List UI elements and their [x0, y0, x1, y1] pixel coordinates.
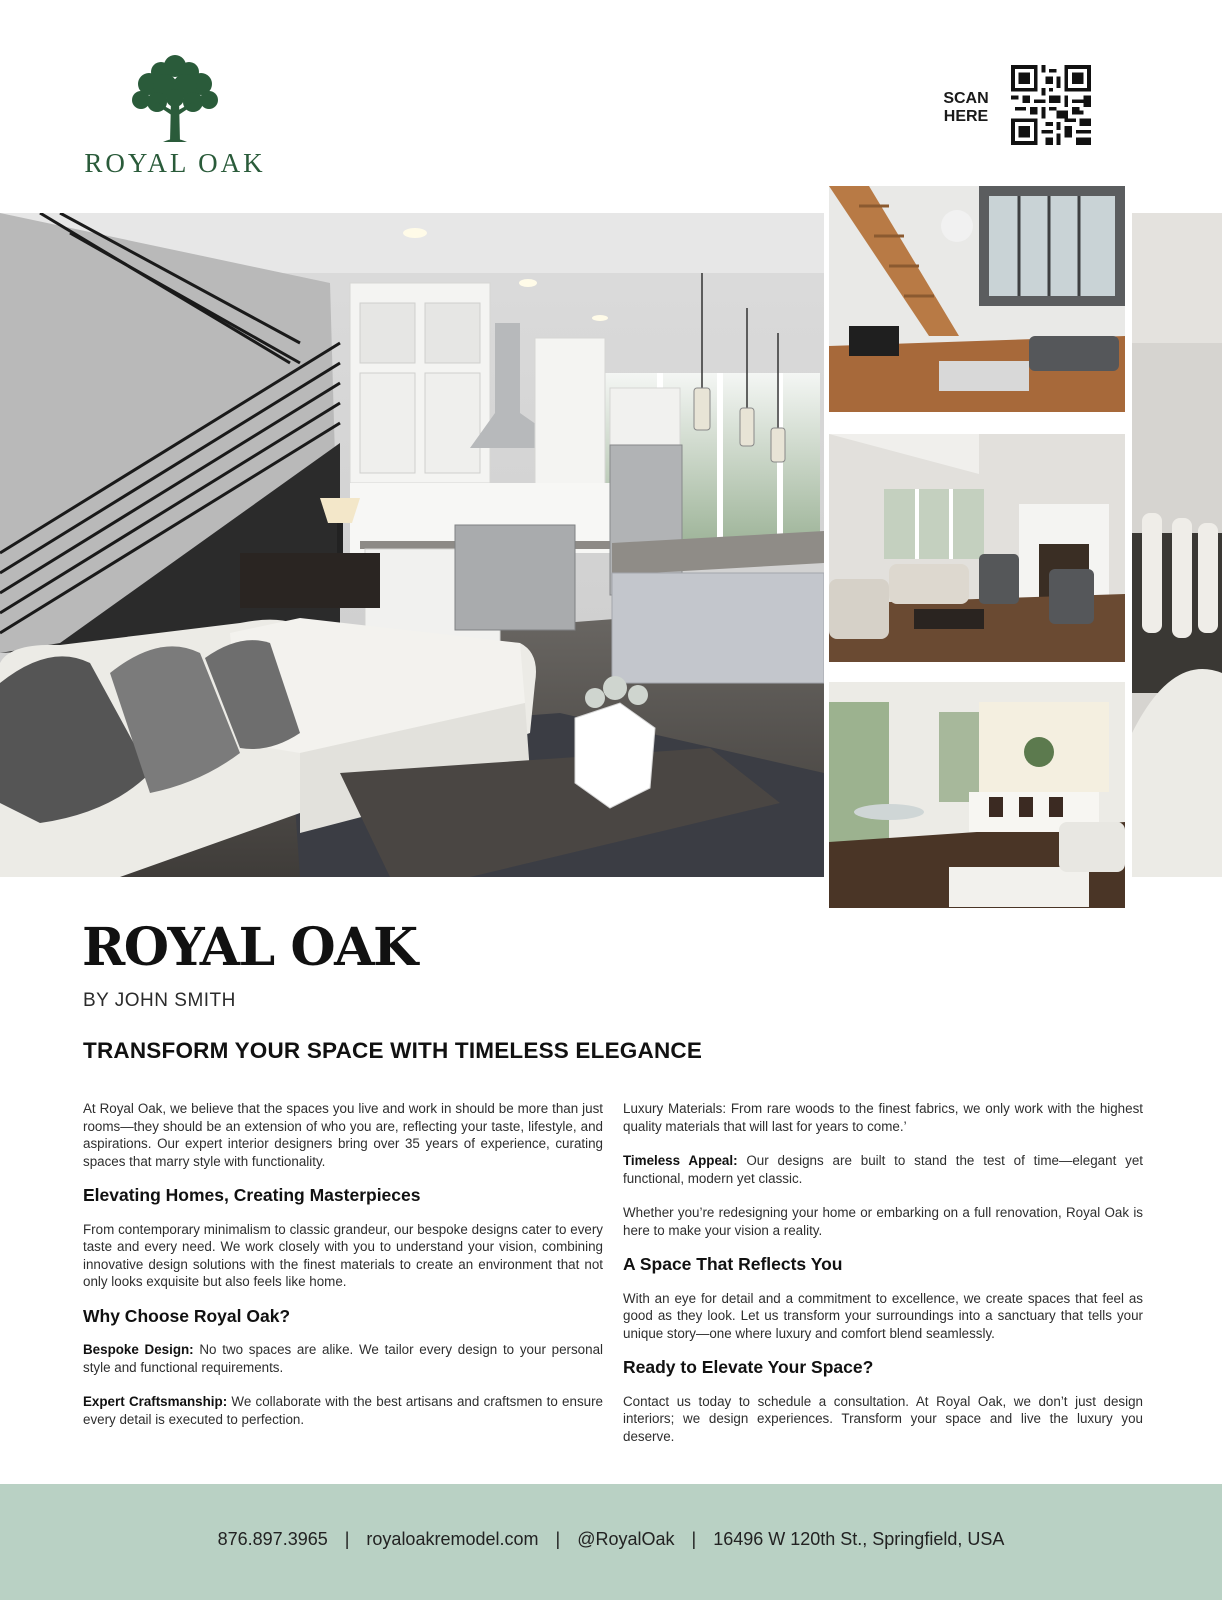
luxury-materials-paragraph: Luxury Materials: From rare woods to the finest fabrics, we only work with the highest quality materials that will last for years to come.’	[623, 1101, 1143, 1134]
logo-wordmark: ROYAL OAK	[84, 148, 266, 178]
section-heading-why-choose: Why Choose Royal Oak?	[83, 1305, 291, 1326]
elevating-paragraph: From contemporary minimalism to classic grandeur, our bespoke designs cater to every taste and every need. We work closely with you to understand your vision, combining innovative design solutions with the finest materials to create an environment that not only looks exquisite but also feels like home.	[83, 1221, 603, 1289]
bespoke-text: No two spaces are alike. We tailor every design to your personal style and functional requirements.	[83, 1342, 603, 1375]
craftsmanship-paragraph	[83, 1393, 603, 1428]
bespoke-label: Bespoke Design:	[83, 1342, 194, 1357]
timeless-text: Our designs are built to stand the test of time—elegant yet functional, modern yet classic.	[623, 1153, 1143, 1186]
photo-loft-living-room	[825, 182, 1129, 416]
website-link[interactable]: royaloakremodel.com	[366, 1529, 539, 1549]
section-heading-elevating: Elevating Homes, Creating Masterpieces	[83, 1185, 421, 1205]
qr-code-icon[interactable]	[1011, 65, 1091, 145]
reflects-you-paragraph: With an eye for detail and a commitment to excellence, we create spaces that feel as good as they look. Let us transform your surroundings into a sanctuary that tells your unique story—one where luxury and comfort blend seamlessly.	[623, 1290, 1143, 1341]
right-column	[623, 1100, 1143, 1462]
hero-photo-living-kitchen	[0, 213, 824, 877]
timeless-appeal-paragraph	[623, 1152, 1143, 1187]
scan-label-line2: HERE	[943, 108, 989, 125]
photo-fireplace-living-room	[825, 430, 1129, 666]
photo-kitchen-dining	[825, 678, 1129, 912]
renovation-paragraph: Whether you’re redesigning your home or embarking on a full renovation, Royal Oak is here to make your vision a reality.	[623, 1205, 1143, 1238]
brand-title: ROYAL OAK	[82, 917, 417, 978]
brand-logo	[80, 52, 270, 179]
contact-paragraph: Contact us today to schedule a consultation. At Royal Oak, we don’t just design interiors; we design experiences. Transform your space and live the luxury you deserve.	[623, 1393, 1143, 1444]
author-byline: BY JOHN SMITH	[83, 990, 236, 1011]
separator: |	[555, 1529, 561, 1549]
separator: |	[344, 1529, 350, 1549]
scan-here-label	[936, 90, 996, 126]
separator: |	[691, 1529, 697, 1549]
craftsmanship-text: We collaborate with the best artisans and craftsmen to ensure every detail is executed to perfection.	[83, 1394, 604, 1427]
social-handle[interactable]: @RoyalOak	[577, 1529, 675, 1549]
left-column	[83, 1100, 603, 1445]
intro-paragraph: At Royal Oak, we believe that the spaces you live and work in should be more than just rooms—they should be an extension of who you are, reflecting your taste, lifestyle, and aspirations. Our expert interior designers bring over 35 years of experience, curating spaces that marry style with functionality.	[83, 1101, 603, 1169]
partial-photo-dining	[1132, 213, 1222, 877]
phone-number[interactable]: 876.897.3965	[217, 1529, 328, 1549]
timeless-label: Timeless Appeal:	[623, 1153, 738, 1168]
tagline-heading: TRANSFORM YOUR SPACE WITH TIMELESS ELEGANCE	[83, 1038, 703, 1063]
section-heading-ready: Ready to Elevate Your Space?	[623, 1357, 874, 1377]
contact-line	[0, 1529, 1222, 1550]
oak-tree-logo-icon	[127, 52, 223, 146]
section-heading-reflects-you: A Space That Reflects You	[623, 1254, 843, 1274]
craftsmanship-label: Expert Craftsmanship:	[83, 1394, 228, 1409]
contact-footer	[0, 1484, 1222, 1600]
scan-label-line1: SCAN	[943, 90, 989, 107]
bespoke-paragraph	[83, 1341, 603, 1376]
street-address: 16496 W 120th St., Springfield, USA	[713, 1529, 1005, 1549]
